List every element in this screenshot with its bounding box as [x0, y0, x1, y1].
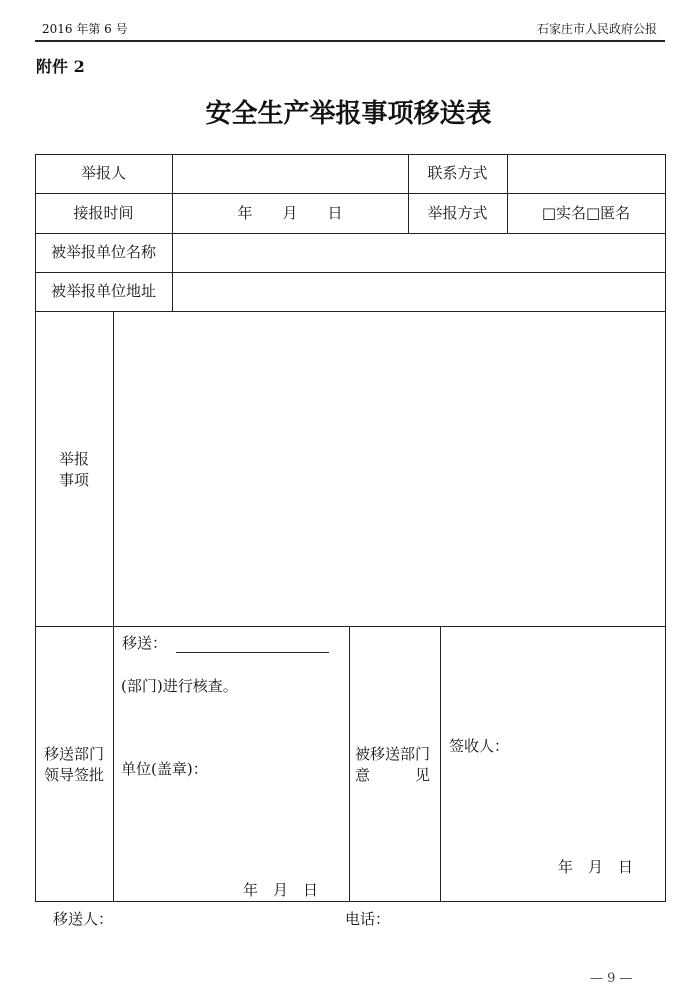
- unit-seal-label: 单位(盖章)：: [121, 760, 208, 778]
- transfer-to-line[interactable]: [176, 652, 329, 653]
- reported-unit-address-label: 被举报单位地址: [50, 282, 156, 300]
- reporter-field[interactable]: [173, 155, 408, 193]
- reporter-label: 举报人: [80, 164, 126, 182]
- reported-unit-address-field[interactable]: [173, 273, 665, 311]
- receiver-label: 签收人：: [449, 737, 510, 755]
- page-number: — 9 —: [590, 971, 633, 986]
- header-rule: [35, 40, 665, 42]
- phone-label: 电话：: [345, 910, 391, 928]
- contact-field[interactable]: [508, 155, 665, 193]
- verification-text: (部门)进行核查。: [121, 677, 238, 695]
- transfer-to-label: 移送：: [122, 634, 168, 652]
- receiving-dept-label-2: 意 见: [355, 766, 431, 784]
- leader-sign-label-1: 移送部门: [43, 745, 104, 763]
- received-time-label: 接报时间: [73, 204, 134, 222]
- report-method-checkboxes[interactable]: □实名□匿名: [541, 204, 631, 222]
- received-time-field[interactable]: 年 月 日: [237, 204, 343, 222]
- report-method-label: 举报方式: [427, 204, 488, 222]
- attachment-label: 附件 2: [36, 57, 85, 76]
- report-matter-label-1: 举报: [58, 450, 89, 468]
- publication-name: 石家庄市人民政府公报: [536, 22, 657, 36]
- contact-label: 联系方式: [427, 164, 488, 182]
- sign-date: 年 月 日: [243, 881, 319, 899]
- receiver-date: 年 月 日: [558, 858, 634, 876]
- issue-number: 2016 年第 6 号: [42, 22, 128, 36]
- sender-label: 移送人：: [53, 910, 114, 928]
- reported-unit-name-field[interactable]: [173, 234, 665, 272]
- report-matter-label-2: 事项: [58, 471, 89, 489]
- receiving-dept-label-1: 被移送部门: [355, 745, 431, 763]
- page-title: 安全生产举报事项移送表: [205, 99, 492, 129]
- report-matter-field[interactable]: [114, 312, 665, 626]
- leader-sign-label-2: 领导签批: [43, 766, 104, 784]
- reported-unit-name-label: 被举报单位名称: [50, 243, 156, 261]
